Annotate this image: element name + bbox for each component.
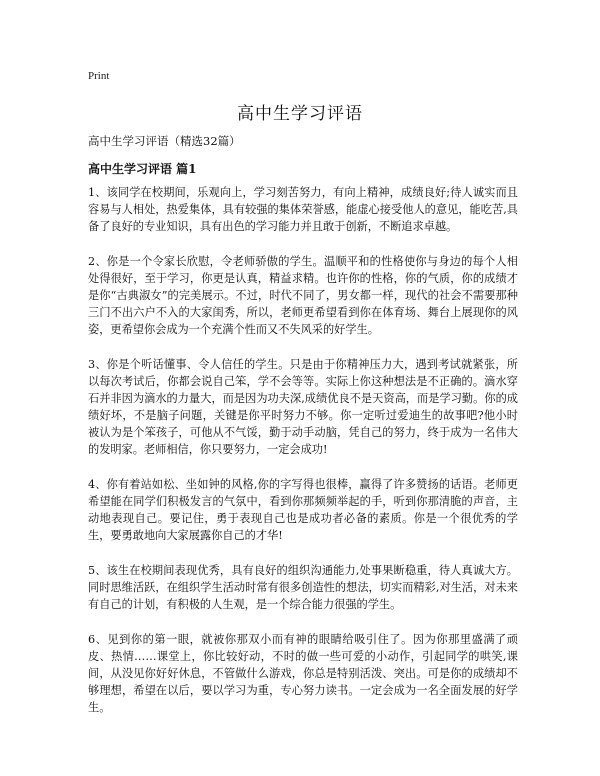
paragraph-2: 2、你是一个令家长欣慰，令老师骄傲的学生。温顺平和的性格使你与身边的每个人相处得很好，至于学习，你更是认真，精益求精。也许你的性格，你的气质，你的成绩才是你“古典淑女”的完美展示。不过，时代不同了，男女都一样，现代的社会不需要那种三门不出六户不入的大家闺秀，所以，老师更希望看到你在体育场、舞台上展现你的风姿，更希望你会成为一个充满个性而又不失风采的好学生。	[88, 255, 518, 336]
section-heading: 高中生学习评语 篇1	[88, 162, 197, 176]
page-title: 高中生学习评语	[237, 104, 363, 124]
article-body	[88, 184, 518, 734]
paragraph-1: 1、该同学在校期间，乐观向上，学习刻苦努力，有向上精神，成绩良好;待人诚实而且容易与人相处，热爱集体，具有较强的集体荣誉感，能虚心接受他人的意见，能吃苦,具备了良好的专业知识，具有出色的学习能力并且敢于创新，不断追求卓越。	[88, 186, 518, 233]
paragraph-6: 6、见到你的第一眼，就被你那双小而有神的眼睛给吸引住了。因为你那里盛满了顽皮、热情……课堂上，你比较好动，不时的做一些可爱的小动作，引起同学的哄笑,课间，从没见你好好休息，不管做什么游戏，你总是特别活泼、突出。可是你的成绩却不够理想，希望在以后，要以学习为重，专心努力读书。一定会成为一名全面发展的好学生。	[88, 633, 518, 714]
paragraph-4: 4、你有着站如松、坐如钟的风格,你的字写得也很棒，赢得了许多赞扬的话语。老师更希望能在同学们积极发言的气氛中，看到你那频频举起的手，听到你那清脆的声音，主动地表现自己。要记住，勇于表现自己也是成功者必备的素质。你是一个很优秀的学生，要勇敢地向大家展露你自己的才华!	[88, 478, 518, 542]
paragraph-3: 3、你是个听话懂事、令人信任的学生。只是由于你精神压力大，遇到考试就紧张，所以每次考试后，你都会说自己笨，学不会等等。实际上你这种想法是不正确的。滴水穿石并非因为滴水的力量大，而是因为功夫深,成绩优良不是天资高，而是学习勤。你的成绩好坏，不是脑子问题，关键是你平时努力不够。你一定听过爱迪生的故事吧?他小时被认为是个笨孩子，可他从不气馁，勤于动手动脑，凭自己的努力，终于成为一名伟大的发明家。老师相信，你只要努力，一定会成功!	[88, 358, 518, 456]
document-subtitle: 高中生学习评语（精选32篇）	[88, 134, 241, 148]
print-link[interactable]: Print	[88, 70, 110, 82]
paragraph-5: 5、该生在校期间表现优秀，具有良好的组织沟通能力,处事果断稳重，待人真诚大方。同时思维活跃，在组织学生活动时常有很多创造性的想法，切实而精彩,对生活，对未来有自己的计划，有积极的人生观，是一个综合能力很强的学生。	[88, 564, 518, 611]
